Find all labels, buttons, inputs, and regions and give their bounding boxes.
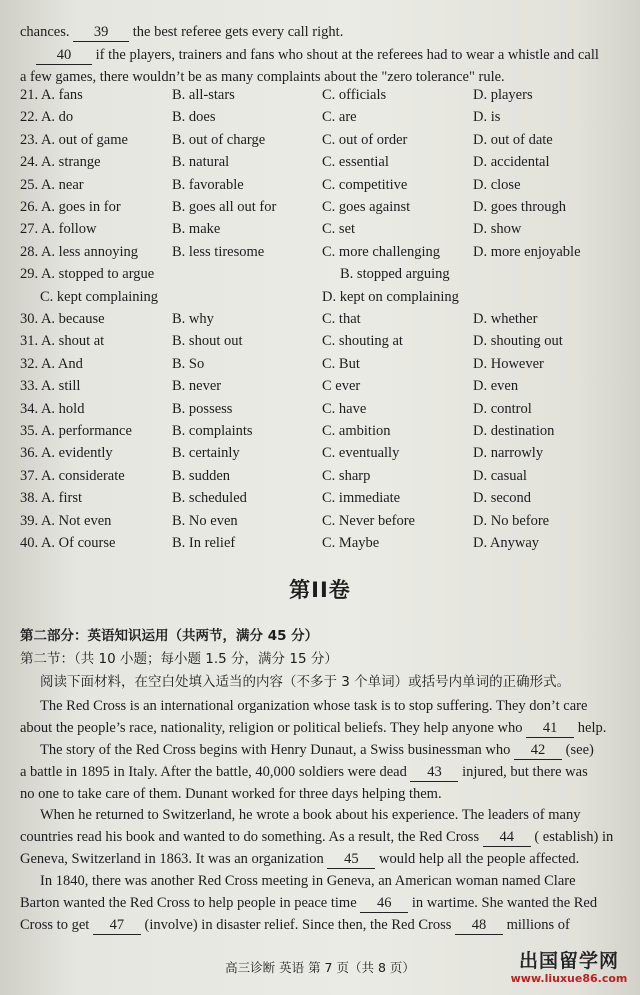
passage-text: injured, but there was [462, 764, 588, 780]
passage-text: a battle in 1895 in Italy. After the battle, 40,000 soldiers were dead [20, 764, 407, 780]
passage-text: millions of [506, 917, 570, 933]
option-39-a[interactable]: 39. A. Not even [20, 512, 112, 529]
option-23-c[interactable]: C. out of order [322, 131, 408, 148]
passage-text: The story of the Red Cross begins with Henry Dunaut, a Swiss businessman who [40, 742, 511, 758]
answer-blank-41[interactable]: 41 [526, 719, 574, 738]
option-30-c[interactable]: C. that [322, 311, 361, 327]
passage-text: about the people’s race, nationality, religion or political beliefs. They help anyone who [20, 720, 523, 736]
section-title: 第II卷 [289, 578, 351, 602]
answer-blank-40[interactable]: 40 [36, 46, 92, 65]
option-22-a[interactable]: 22. A. do [20, 109, 74, 126]
option-23-b[interactable]: B. out of charge [172, 131, 266, 148]
option-29-d[interactable]: D. kept on complaining [322, 288, 459, 305]
option-28-b[interactable]: B. less tiresome [172, 243, 265, 260]
intro-text: chances. [20, 24, 70, 40]
option-27-c[interactable]: C. set [322, 221, 356, 238]
option-24-d[interactable]: D. accidental [473, 154, 550, 171]
option-40-d[interactable]: D. Anyway [473, 535, 540, 551]
option-32-b[interactable]: B. So [172, 355, 205, 372]
option-25-b[interactable]: B. favorable [172, 176, 244, 193]
option-21-b[interactable]: B. all-stars [172, 87, 235, 103]
option-33-a[interactable]: 33. A. still [20, 378, 81, 395]
answer-blank-48[interactable]: 48 [455, 916, 503, 935]
option-35-a[interactable]: 35. A. performance [20, 423, 132, 439]
option-38-d[interactable]: D. second [473, 490, 531, 507]
option-24-a[interactable]: 24. A. strange [20, 154, 101, 171]
option-22-c[interactable]: C. are [322, 109, 357, 126]
passage-line [20, 763, 588, 782]
option-27-b[interactable]: B. make [172, 221, 221, 238]
instruction-text: 阅读下面材料，在空白处填入适当的内容（不多于 3 个单词）或括号内单词的正确形式。 [40, 674, 571, 690]
passage-text: ( establish) in [534, 829, 614, 845]
option-21-c[interactable]: C. officials [322, 87, 387, 103]
option-32-d[interactable]: D. However [473, 355, 544, 372]
option-29-a[interactable]: 29. A. stopped to argue [20, 266, 155, 283]
answer-blank-45[interactable]: 45 [327, 850, 375, 869]
option-28-a[interactable]: 28. A. less annoying [20, 243, 139, 260]
option-35-d[interactable]: D. destination [473, 423, 555, 439]
option-36-a[interactable]: 36. A. evidently [20, 445, 113, 462]
answer-blank-46[interactable]: 46 [360, 894, 408, 913]
option-23-d[interactable]: D. out of date [473, 131, 553, 148]
passage-text: no one to take care of them. Dunant worked for three days helping them. [20, 786, 442, 802]
passage-text: (involve) in disaster relief. Since then, the Red Cross [144, 917, 452, 933]
intro-line-2 [36, 46, 599, 65]
passage-text: When he returned to Switzerland, he wrote a book about his experience. The leaders of many [40, 807, 581, 823]
passage-text: Cross to get [20, 917, 90, 933]
option-26-b[interactable]: B. goes all out for [172, 199, 277, 215]
option-21-d[interactable]: D. players [473, 87, 533, 103]
passage-text: Geneva, Switzerland in 1863. It was an organization [20, 851, 324, 867]
option-37-c[interactable]: C. sharp [322, 467, 371, 484]
option-22-d[interactable]: D. is [473, 109, 501, 126]
option-34-d[interactable]: D. control [473, 400, 532, 417]
answer-blank-47[interactable]: 47 [93, 916, 141, 935]
intro-text: a few games, there wouldn’t be as many complaints about the "zero tolerance" rule. [20, 69, 505, 85]
option-31-a[interactable]: 31. A. shout at [20, 333, 105, 350]
option-31-c[interactable]: C. shouting at [322, 333, 403, 350]
option-40-a[interactable]: 40. A. Of course [20, 535, 116, 551]
site-watermark-logo [504, 950, 634, 992]
passage-text: In 1840, there was another Red Cross meeting in Geneva, an American woman named Clare [40, 873, 576, 889]
passage-line [20, 719, 606, 738]
option-28-c[interactable]: C. more challenging [322, 243, 440, 260]
passage-text: in wartime. She wanted the Red [411, 895, 598, 911]
intro-text: if the players, trainers and fans who shout at the referees had to wear a whistle and call [95, 47, 599, 63]
option-26-d[interactable]: D. goes through [473, 199, 567, 215]
passage-line [20, 916, 570, 935]
option-35-c[interactable]: C. ambition [322, 423, 391, 439]
intro-text: the best referee gets every call right. [132, 24, 344, 40]
passage-line [20, 828, 613, 847]
option-37-a[interactable]: 37. A. considerate [20, 467, 125, 484]
option-33-c[interactable]: C ever [322, 378, 361, 395]
option-33-d[interactable]: D. even [473, 378, 519, 395]
option-25-c[interactable]: C. competitive [322, 176, 408, 193]
passage-line [20, 785, 442, 803]
option-34-c[interactable]: C. have [322, 400, 367, 417]
option-39-d[interactable]: D. No before [473, 512, 550, 529]
passage-text: (see) [565, 742, 594, 758]
option-25-d[interactable]: D. close [473, 176, 521, 193]
option-28-d[interactable]: D. more enjoyable [473, 243, 581, 260]
option-33-b[interactable]: B. never [172, 378, 222, 395]
option-29-c[interactable]: C. kept complaining [40, 288, 158, 305]
option-23-a[interactable]: 23. A. out of game [20, 131, 128, 148]
option-32-c[interactable]: C. But [322, 355, 360, 372]
subsection-heading: 第二节：（共 10 小题；每小题 1.5 分，满分 15 分） [20, 651, 338, 667]
option-27-d[interactable]: D. show [473, 221, 522, 238]
answer-blank-39[interactable]: 39 [73, 23, 129, 42]
option-24-c[interactable]: C. essential [322, 154, 389, 171]
watermark-text: 出国留学网 [518, 950, 619, 972]
option-37-b[interactable]: B. sudden [172, 467, 230, 484]
intro-line-1 [20, 23, 343, 42]
passage-line [40, 741, 594, 760]
option-36-c[interactable]: C. eventually [322, 445, 400, 462]
intro-line-3 [20, 68, 505, 86]
passage-text: The Red Cross is an international organization whose task is to stop suffering. They don’t care [40, 698, 588, 714]
option-38-b[interactable]: B. scheduled [172, 490, 247, 507]
option-40-c[interactable]: C. Maybe [322, 535, 380, 551]
option-39-c[interactable]: C. Never before [322, 512, 415, 529]
option-27-a[interactable]: 27. A. follow [20, 221, 97, 238]
passage-line [20, 894, 597, 913]
option-35-b[interactable]: B. complaints [172, 423, 253, 439]
option-36-b[interactable]: B. certainly [172, 445, 240, 462]
option-38-c[interactable]: C. immediate [322, 490, 401, 507]
option-29-b[interactable]: B. stopped arguing [340, 266, 450, 283]
answer-blank-43[interactable]: 43 [410, 763, 458, 782]
option-31-d[interactable]: D. shouting out [473, 333, 563, 350]
option-30-b[interactable]: B. why [172, 311, 214, 327]
part-heading: 第二部分：英语知识运用（共两节，满分 45 分） [20, 628, 319, 644]
passage-line [20, 850, 579, 869]
option-39-b[interactable]: B. No even [172, 512, 238, 529]
passage-text: help. [577, 720, 607, 736]
passage-line [40, 872, 576, 890]
option-32-a[interactable]: 32. A. And [20, 355, 83, 372]
option-37-d[interactable]: D. casual [473, 467, 527, 484]
passage-text: would help all the people affected. [379, 851, 580, 867]
option-21-a[interactable]: 21. A. fans [20, 87, 83, 103]
option-36-d[interactable]: D. narrowly [473, 445, 544, 462]
passage-line [40, 806, 580, 824]
option-34-a[interactable]: 34. A. hold [20, 400, 85, 417]
option-31-b[interactable]: B. shout out [172, 333, 243, 350]
answer-blank-44[interactable]: 44 [483, 828, 531, 847]
passage-line [40, 697, 587, 715]
option-25-a[interactable]: 25. A. near [20, 176, 84, 193]
option-24-b[interactable]: B. natural [172, 154, 230, 171]
answer-blank-42[interactable]: 42 [514, 741, 562, 760]
option-22-b[interactable]: B. does [172, 109, 216, 126]
option-26-c[interactable]: C. goes against [322, 199, 411, 215]
passage-text: Barton wanted the Red Cross to help people in peace time [20, 895, 357, 911]
page-footer: 高三诊断 英语 第 7 页（共 8 页） [225, 960, 415, 975]
option-30-d[interactable]: D. whether [473, 311, 538, 327]
option-38-a[interactable]: 38. A. first [20, 490, 83, 507]
option-30-a[interactable]: 30. A. because [20, 311, 105, 327]
passage-text: countries read his book and wanted to do something. As a result, the Red Cross [20, 829, 480, 845]
option-26-a[interactable]: 26. A. goes in for [20, 199, 121, 215]
option-34-b[interactable]: B. possess [172, 400, 233, 417]
watermark-url: www.liuxue86.com [510, 972, 628, 985]
option-40-b[interactable]: B. In relief [172, 535, 236, 551]
